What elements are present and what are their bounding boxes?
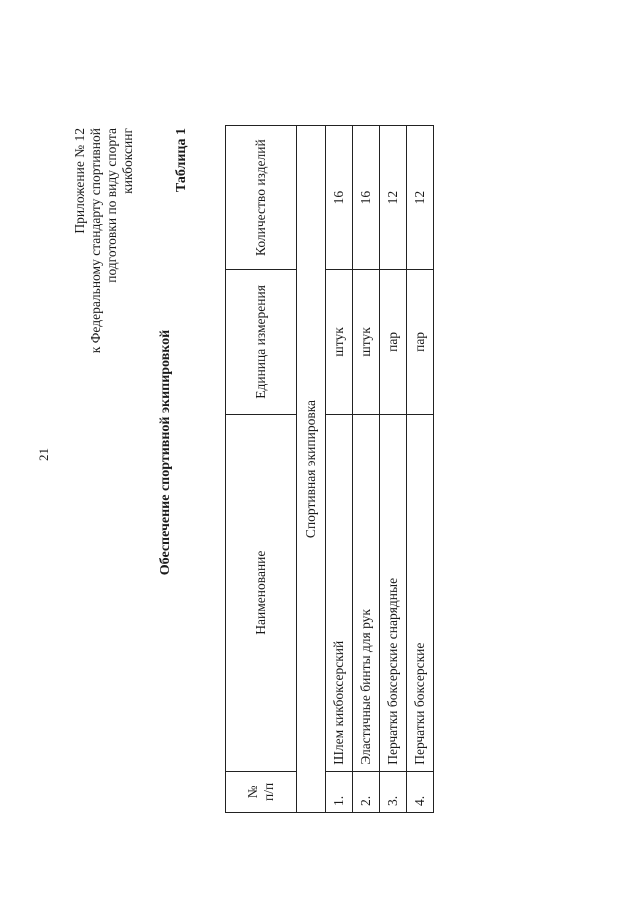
- header-num-line-1: №: [245, 785, 260, 799]
- row-qty: 16: [326, 126, 353, 270]
- row-name: Эластичные бинты для рук: [353, 414, 380, 771]
- table-row: [380, 126, 407, 813]
- appendix-line-4: кикбоксинг: [120, 128, 135, 194]
- row-num: 1.: [326, 771, 353, 812]
- row-name: Шлем кикбоксерский: [326, 414, 353, 771]
- row-name: Перчатки боксерские снарядные: [380, 414, 407, 771]
- row-num: 4.: [407, 771, 434, 812]
- appendix-line-2: к Федеральному стандарту спортивной: [88, 128, 103, 354]
- header-num-line-2: п/п: [261, 782, 276, 801]
- equipment-table: [225, 125, 434, 813]
- section-title: Спортивная экипировка: [297, 126, 326, 813]
- row-num: 3.: [380, 771, 407, 812]
- table-header-row: [226, 126, 297, 813]
- table-section-row: [297, 126, 326, 813]
- row-qty: 16: [353, 126, 380, 270]
- header-qty: Количество изделий: [226, 126, 297, 270]
- appendix-line-1: Приложение № 12: [72, 128, 87, 234]
- table-row: [407, 126, 434, 813]
- row-qty: 12: [407, 126, 434, 270]
- table-row: [326, 126, 353, 813]
- header-name: Наименование: [226, 414, 297, 771]
- appendix-line-3: подготовки по виду спорта: [104, 128, 119, 283]
- row-qty: 12: [380, 126, 407, 270]
- row-unit: пар: [380, 270, 407, 414]
- table-label: Таблица 1: [174, 128, 189, 193]
- page-number: 21: [36, 448, 51, 461]
- row-num: 2.: [353, 771, 380, 812]
- document-title: Обеспечение спортивной экипировкой: [158, 329, 173, 576]
- header-unit: Единица измерения: [226, 270, 297, 414]
- table-row: [353, 126, 380, 813]
- appendix-header: [72, 128, 136, 468]
- row-unit: пар: [407, 270, 434, 414]
- header-num: [226, 771, 297, 812]
- row-name: Перчатки боксерские: [407, 414, 434, 771]
- row-unit: штук: [326, 270, 353, 414]
- row-unit: штук: [353, 270, 380, 414]
